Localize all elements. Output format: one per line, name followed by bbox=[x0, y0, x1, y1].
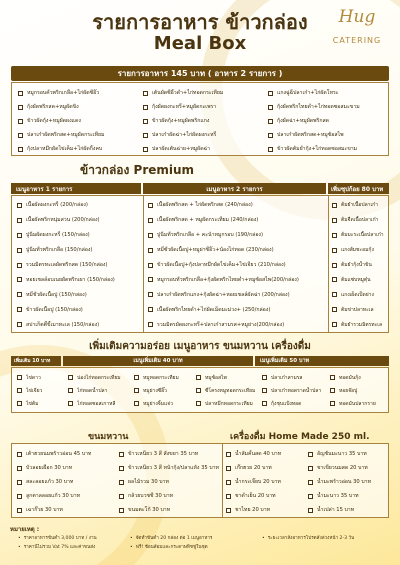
checkbox[interactable] bbox=[148, 203, 153, 208]
menu-item-label: ต้มยำกุ้งน้ำข้น bbox=[341, 262, 372, 268]
checkbox[interactable] bbox=[17, 218, 22, 223]
checkbox[interactable] bbox=[308, 494, 313, 499]
checkbox[interactable] bbox=[332, 277, 337, 282]
checkbox[interactable] bbox=[17, 292, 22, 297]
checkbox[interactable] bbox=[17, 494, 22, 499]
menu-item bbox=[17, 228, 142, 243]
page-title: รายการอาหาร ข้าวกล่อง bbox=[92, 10, 308, 34]
extras-col-50b bbox=[330, 371, 388, 410]
checkbox[interactable] bbox=[148, 218, 153, 223]
menu-item bbox=[18, 142, 143, 156]
menu-item-label: เต้นผัดซีอิ๊วดำ+ไก่ทอดกระเทียม bbox=[152, 90, 224, 96]
menu-item bbox=[148, 213, 328, 228]
checkbox[interactable] bbox=[17, 248, 22, 253]
set145-col3 bbox=[268, 86, 388, 156]
menu-item bbox=[18, 114, 143, 128]
note-item bbox=[262, 534, 390, 543]
menu-item bbox=[268, 114, 388, 128]
menu-item-label: ไก่ทอดซอสเกาหลี bbox=[77, 400, 116, 407]
menu-item-label: กุ้งชุบแป้งทอด bbox=[271, 400, 302, 407]
checkbox[interactable] bbox=[332, 248, 337, 253]
menu-item bbox=[308, 461, 388, 475]
checkbox[interactable] bbox=[134, 375, 139, 380]
menu-item bbox=[148, 228, 328, 243]
menu-item bbox=[68, 397, 132, 410]
drinks-col1 bbox=[226, 447, 306, 517]
checkbox[interactable] bbox=[18, 147, 23, 152]
checkbox[interactable] bbox=[18, 105, 23, 110]
menu-item-label: ไข่ดาว bbox=[26, 374, 41, 381]
checkbox[interactable] bbox=[332, 218, 337, 223]
menu-item-label: รวมมิตรผัดผงกะหรี่+ปลาเก๋าสามรส+หมูย่าง(200/กล่อง) bbox=[157, 321, 285, 328]
menu-item-label: ซี่โครงหมูทอดกระเทียม bbox=[205, 387, 256, 394]
menu-item-label: ปลาเก๋าผัดฉ่า+ไก่ผัดผงกะหรี่ bbox=[152, 132, 217, 138]
menu-item-label: ปลาเก๋าทอดราดน้ำปลา bbox=[271, 387, 322, 394]
checkbox[interactable] bbox=[17, 375, 22, 380]
menu-item bbox=[17, 371, 65, 384]
menu-item bbox=[148, 243, 328, 258]
menu-item-label: เนื้อผัดพริกสด + หมูผัดกระเทียม (240/กล่อง) bbox=[157, 217, 259, 224]
bullet-icon: • bbox=[130, 536, 133, 541]
checkbox[interactable] bbox=[148, 263, 153, 268]
notes-section bbox=[10, 524, 390, 550]
page-subtitle: Meal Box bbox=[153, 33, 247, 54]
menu-item bbox=[17, 213, 142, 228]
menu-item-label: น้ำเปล่า 15 บาท bbox=[317, 507, 355, 513]
checkbox[interactable] bbox=[262, 401, 267, 406]
checkbox[interactable] bbox=[143, 105, 148, 110]
menu-item bbox=[148, 198, 328, 213]
checkbox[interactable] bbox=[196, 401, 201, 406]
notes-label: หมายเหตุ : bbox=[10, 526, 40, 533]
set145-header: รายการอาหาร 145 บาท ( อาหาร 2 รายการ ) bbox=[11, 66, 389, 81]
menu-item bbox=[119, 503, 222, 517]
menu-item-label: ต้มจืดเนื้อปลาเก๋า bbox=[341, 217, 379, 224]
menu-item bbox=[226, 475, 306, 489]
checkbox[interactable] bbox=[308, 480, 313, 485]
menu-item bbox=[268, 86, 388, 100]
checkbox[interactable] bbox=[17, 233, 22, 238]
menu-item bbox=[68, 384, 132, 397]
menu-item bbox=[332, 302, 389, 317]
premium-col2 bbox=[148, 198, 328, 332]
menu-item bbox=[196, 384, 258, 397]
menu-item-label: ขนมตะโก้ 30 บาท bbox=[128, 507, 171, 513]
checkbox[interactable] bbox=[17, 466, 22, 471]
bullet-icon: • bbox=[18, 545, 21, 550]
menu-item-label: ปลาเก๋าผัดพริกสด+หมูซ้อสไพ bbox=[277, 132, 344, 138]
extras-col-40b bbox=[134, 371, 194, 410]
menu-item bbox=[308, 447, 388, 461]
menu-item bbox=[134, 371, 194, 384]
menu-item-label: ปลาเก๋าผัดพริกแกง+กุ้งผัดฉ่า+หอยเชลล์ผัดฉ่า (200/กล่อง) bbox=[157, 291, 290, 298]
checkbox[interactable] bbox=[119, 466, 124, 471]
menu-item-label: น้ำกระเจี๊ยบ 20 บาท bbox=[235, 479, 281, 485]
menu-item bbox=[119, 475, 222, 489]
premium-col3 bbox=[332, 198, 389, 332]
menu-item bbox=[226, 447, 306, 461]
menu-item-label: สละลอยแก้ว 30 บาท bbox=[26, 479, 74, 485]
menu-item bbox=[308, 475, 388, 489]
menu-item-label: แกงเผ็ดเป็ดย่าง bbox=[341, 291, 374, 298]
checkbox[interactable] bbox=[17, 401, 22, 406]
checkbox[interactable] bbox=[68, 401, 73, 406]
premium-title: ข้าวกล่อง Premium bbox=[80, 163, 195, 177]
menu-item-label: ไข่เจียว bbox=[26, 387, 43, 394]
menu-item-label: ต้มยำเนื้อปลาเก๋า bbox=[341, 202, 378, 209]
menu-item bbox=[18, 100, 143, 114]
checkbox[interactable] bbox=[134, 388, 139, 393]
checkbox[interactable] bbox=[332, 292, 337, 297]
menu-item-label: ข้าวผัดเนื้อปู+กุ้งปลาหมึกผัดไข่เค็ม+ไข่เจียว (210/กล่อง) bbox=[157, 262, 286, 268]
dessert-drinks-box bbox=[11, 443, 389, 518]
checkbox[interactable] bbox=[143, 133, 148, 138]
menu-item-label: กุ้งผัดผงกะหรี่+หมูผัดกะเพรา bbox=[152, 104, 217, 110]
menu-item-label: ลูกตาลลอยแก้ว 30 บาท bbox=[26, 493, 81, 499]
drinks-col2 bbox=[308, 447, 388, 517]
premium-col1 bbox=[17, 198, 142, 332]
checkbox[interactable] bbox=[143, 119, 148, 124]
menu-item bbox=[330, 384, 388, 397]
checkbox[interactable] bbox=[17, 388, 22, 393]
menu-item bbox=[17, 258, 142, 273]
drinks-title: เครื่องดื่ม Home Made 250 ml. bbox=[230, 432, 370, 442]
checkbox[interactable] bbox=[119, 480, 124, 485]
checkbox[interactable] bbox=[332, 203, 337, 208]
premium-header-3: เพิ่มซุปก้อย 80 บาท bbox=[328, 183, 389, 194]
checkbox[interactable] bbox=[308, 466, 313, 471]
menu-item-label: เนื้อผัดผงกะหรี่ (200/กล่อง) bbox=[26, 202, 88, 209]
checkbox[interactable] bbox=[332, 263, 337, 268]
menu-item bbox=[148, 317, 328, 332]
checkbox[interactable] bbox=[262, 375, 267, 380]
extras-header-10: เพิ่มเติม 10 บาท bbox=[11, 356, 61, 366]
menu-item bbox=[17, 198, 142, 213]
menu-item-label: ทอดมันปลากราย bbox=[339, 400, 376, 407]
menu-item bbox=[143, 86, 268, 100]
menu-item bbox=[308, 489, 388, 503]
checkbox[interactable] bbox=[268, 91, 273, 96]
divider bbox=[222, 444, 223, 518]
checkbox[interactable] bbox=[148, 277, 153, 282]
menu-item-label: ชาไทย 20 บาท bbox=[235, 507, 271, 513]
menu-item bbox=[134, 397, 194, 410]
menu-item-label: ข้าวผัดต้มยำกุ้ง+ไก่ทอดซอสมะขาม bbox=[277, 146, 358, 152]
extras-header-50: เมนูเพิ่มเติม 50 บาท bbox=[255, 356, 389, 366]
menu-item-label: ต้มมะระเนื้อปลาเก๋า bbox=[341, 232, 384, 239]
checkbox[interactable] bbox=[17, 203, 22, 208]
menu-item bbox=[332, 317, 389, 332]
menu-item bbox=[148, 272, 328, 287]
menu-item bbox=[143, 128, 268, 142]
menu-item-label: ฟรี! ช้อนส้อมและกระดาษทิชชู่ในชุด bbox=[135, 545, 208, 550]
menu-item-label: หมูกรอบคั่วพริกเกลือ+ไก่ผัดซีอิ๊ว bbox=[27, 90, 100, 96]
menu-item bbox=[119, 489, 222, 503]
checkbox[interactable] bbox=[330, 401, 335, 406]
menu-item bbox=[148, 287, 328, 302]
menu-item bbox=[17, 272, 142, 287]
checkbox[interactable] bbox=[17, 452, 22, 457]
checkbox[interactable] bbox=[226, 452, 231, 457]
menu-item bbox=[196, 371, 258, 384]
checkbox[interactable] bbox=[268, 105, 273, 110]
note-item bbox=[130, 534, 260, 543]
premium-header-1: เมนูอาหาร 1 รายการ bbox=[11, 183, 141, 194]
menu-item bbox=[330, 397, 388, 410]
notes-col2 bbox=[130, 534, 260, 552]
menu-item-label: กุ้งผัดพริกสด+หมูผัดขิง bbox=[27, 104, 79, 110]
checkbox[interactable] bbox=[268, 147, 273, 152]
divider bbox=[328, 196, 329, 333]
checkbox[interactable] bbox=[17, 277, 22, 282]
menu-item-label: น้ำมะนาว 35 บาท bbox=[317, 493, 359, 499]
checkbox[interactable] bbox=[262, 388, 267, 393]
checkbox[interactable] bbox=[330, 388, 335, 393]
menu-item bbox=[17, 461, 117, 475]
menu-item-label: จัดทำขั้นต่ำ 20 กล่อง ต่อ 1 เมนูอาหาร bbox=[135, 536, 213, 541]
checkbox[interactable] bbox=[226, 508, 231, 513]
menu-item-label: ข้าวเหนียว 3 สี สังขยา 35 บาท bbox=[128, 451, 199, 457]
menu-item bbox=[143, 142, 268, 156]
menu-item bbox=[148, 258, 328, 273]
checkbox[interactable] bbox=[18, 133, 23, 138]
checkbox[interactable] bbox=[332, 307, 337, 312]
menu-item bbox=[17, 447, 117, 461]
menu-item-label: ไก่ทอดน้ำปลา bbox=[77, 387, 108, 394]
menu-item bbox=[268, 142, 388, 156]
menu-item bbox=[332, 213, 389, 228]
premium-header-2: เมนูอาหาร 2 รายการ bbox=[143, 183, 326, 194]
notes-col1 bbox=[18, 534, 128, 552]
menu-item bbox=[17, 287, 142, 302]
menu-item-label: หมูกรอบทั่วพริกเกลือ+กุ้งผัดพริกไทยดำ+หมูซ้อสไพ(200/กล่อง) bbox=[157, 276, 299, 283]
menu-item bbox=[226, 489, 306, 503]
menu-item-label: หมูทอดกระเทียม bbox=[143, 374, 179, 381]
notes-col3 bbox=[262, 534, 390, 543]
menu-item-label: เฉาก๊วย 30 บาท bbox=[26, 507, 63, 513]
menu-item-label: เนื้อผัดพริกสด + ไก่ผัดพริกสด (240/กล่อง) bbox=[157, 202, 253, 209]
menu-item-label: แกงส้มชะอมกุ้ง bbox=[341, 247, 374, 254]
menu-item-label: แกงฉู่ฉี่ปลาเก๋า+ไก่ผัดโหระ bbox=[277, 90, 339, 96]
checkbox[interactable] bbox=[119, 508, 124, 513]
menu-item bbox=[119, 447, 222, 461]
checkbox[interactable] bbox=[143, 147, 148, 152]
extras-col-50a bbox=[262, 371, 328, 410]
checkbox[interactable] bbox=[330, 375, 335, 380]
checkbox[interactable] bbox=[196, 388, 201, 393]
checkbox[interactable] bbox=[268, 133, 273, 138]
menu-item-label: กุ้งผัดพริกไทยดำ+ไก่ทอดซอสมะขาม bbox=[277, 104, 360, 110]
menu-item bbox=[134, 384, 194, 397]
menu-item-label: ต้มข่าปลาทะเล bbox=[341, 306, 374, 313]
checkbox[interactable] bbox=[148, 233, 153, 238]
logo-script: Hug bbox=[338, 7, 376, 27]
checkbox[interactable] bbox=[268, 119, 273, 124]
menu-item-label: น้ำมะพร้าวอ่อน 30 บาท bbox=[317, 479, 371, 485]
menu-item bbox=[17, 243, 142, 258]
menu-item-label: ต้มยำรวมมิตรทะเล bbox=[341, 321, 383, 328]
menu-item-label: เต้าฮวยนมพร้าวอ่อน 45 บาท bbox=[26, 451, 92, 457]
set145-box bbox=[11, 82, 389, 156]
menu-item bbox=[226, 461, 306, 475]
menu-item-label: ข้าวเหนียว 3 สี หน้ากุ้ง/ปลาแห้ง 35 บาท bbox=[128, 465, 219, 471]
checkbox[interactable] bbox=[148, 307, 153, 312]
menu-item-label: ข้าวผัดกุ้ง+หมูผัดพริกแกง bbox=[152, 118, 210, 124]
menu-item bbox=[17, 503, 117, 517]
bullet-icon: • bbox=[130, 545, 133, 550]
dessert-col2 bbox=[119, 447, 222, 517]
extras-col-10 bbox=[17, 371, 65, 410]
menu-item bbox=[330, 371, 388, 384]
menu-item-label: หมี่ซั่วผัดเนื้อปู+หมูผ่าซีอิ๊ว+น้องไก่ทอด (230/กล่อง) bbox=[157, 247, 274, 254]
menu-item bbox=[17, 475, 117, 489]
checkbox[interactable] bbox=[226, 480, 231, 485]
menu-item-label: ปลาผัดเต้นฉ่าย+หมูผัดฉ่า bbox=[152, 146, 211, 152]
menu-item bbox=[332, 198, 389, 213]
menu-item-label: กล้วยบวชชี 30 บาท bbox=[128, 493, 174, 499]
menu-item bbox=[143, 100, 268, 114]
menu-item-label: กุ้งปลาหมึกผัดไข่เค็ม+ไก่ผัดกิ๊งคบ bbox=[27, 146, 103, 152]
menu-item bbox=[18, 128, 143, 142]
menu-item bbox=[17, 302, 142, 317]
menu-item-label: หอยจ๊อปู bbox=[339, 387, 358, 394]
checkbox[interactable] bbox=[17, 263, 22, 268]
menu-item-label: น้ำส้มคั้นสด 40 บาท bbox=[235, 451, 282, 457]
checkbox[interactable] bbox=[119, 494, 124, 499]
note-item bbox=[130, 543, 260, 552]
set145-col2 bbox=[143, 86, 268, 156]
menu-item-label: ทอดมันกุ้ง bbox=[339, 374, 361, 381]
note-item bbox=[18, 534, 128, 543]
divider bbox=[143, 196, 144, 333]
menu-item-label: รวมมิตรทะเลผัดพริกสด (150/กล่อง) bbox=[26, 262, 108, 268]
menu-item-label: สปาเก็ตตี้ขี้เมาทะเล (150/กล่อง) bbox=[26, 321, 100, 328]
checkbox[interactable] bbox=[226, 466, 231, 471]
menu-item-label: ราคานี้ไม่รวม Vat 7% และค่าขนส่ง bbox=[23, 545, 96, 550]
menu-item-label: ข้าวผัดกุ้ง+หมูผัดผงแดง bbox=[27, 118, 81, 124]
checkbox[interactable] bbox=[148, 292, 153, 297]
checkbox[interactable] bbox=[143, 91, 148, 96]
menu-item-label: น่องไก่ทอดกระเทียม bbox=[77, 374, 121, 381]
menu-item-label: เนื้อผัดพริกไทยดำ+ไก่ผัดเม็ดมะม่วง+ (250/กล่อง) bbox=[157, 306, 271, 313]
menu-item bbox=[332, 243, 389, 258]
menu-item-label: ต้มแซ่บหมูตุ๋น bbox=[341, 276, 371, 283]
menu-item bbox=[308, 503, 388, 517]
menu-item-label: หมี่ชั่วผัดเนื้อปู (150/กล่อง) bbox=[26, 291, 87, 298]
checkbox[interactable] bbox=[134, 401, 139, 406]
menu-item bbox=[262, 384, 328, 397]
menu-item bbox=[17, 397, 65, 410]
menu-item-label: หอยเชลล์อบเนยผัดพริกเผา (150/กล่อง) bbox=[26, 276, 115, 283]
bullet-icon: • bbox=[262, 536, 265, 541]
menu-item bbox=[119, 461, 222, 475]
checkbox[interactable] bbox=[332, 233, 337, 238]
menu-item bbox=[262, 397, 328, 410]
menu-item-label: ผลไม้รวม 30 บาท bbox=[128, 479, 169, 485]
dessert-title: ขนมหวาน bbox=[88, 432, 129, 442]
menu-item-label: ปูนิ่มผัดผงกะหรี่ (150/กล่อง) bbox=[26, 232, 90, 239]
checkbox[interactable] bbox=[119, 452, 124, 457]
extras-box bbox=[11, 367, 389, 413]
checkbox[interactable] bbox=[17, 307, 22, 312]
menu-item-label: หมูซ้อสไพ bbox=[205, 374, 227, 381]
menu-item bbox=[17, 384, 65, 397]
menu-item-label: เก๊กฮวย 20 บาท bbox=[235, 465, 272, 471]
menu-item-label: กุ้งผัดฉ่า+หมูผัดพริกสด bbox=[277, 118, 330, 124]
menu-item-label: ชาดำเย็น 20 บาท bbox=[235, 493, 276, 499]
menu-item bbox=[332, 272, 389, 287]
menu-item-label: บัวลอยเผือก 30 บาท bbox=[26, 465, 73, 471]
menu-item bbox=[332, 258, 389, 273]
checkbox[interactable] bbox=[17, 480, 22, 485]
menu-item-label: ข้าวผัดเนื้อปู (150/กล่อง) bbox=[26, 306, 83, 313]
checkbox[interactable] bbox=[308, 508, 313, 513]
checkbox[interactable] bbox=[308, 452, 313, 457]
menu-item-label: ระยะเวลาสั่งอาหารโปรดสั่งล่วงหน้า 2-3 วัน bbox=[267, 536, 355, 541]
menu-item-label: ปลาหมึกทอดกระเทียม bbox=[205, 400, 253, 407]
checkbox[interactable] bbox=[226, 494, 231, 499]
menu-item-label: อัญชันมะนาว 35 บาท bbox=[317, 451, 367, 457]
extras-col-40c bbox=[196, 371, 258, 410]
menu-item-label: ปูนิ่มทั่วพริกเกลือ (150/กล่อง) bbox=[26, 247, 93, 254]
checkbox[interactable] bbox=[18, 91, 23, 96]
checkbox[interactable] bbox=[68, 375, 73, 380]
checkbox[interactable] bbox=[148, 322, 153, 327]
note-item bbox=[18, 543, 128, 552]
menu-item bbox=[18, 86, 143, 100]
checkbox[interactable] bbox=[68, 388, 73, 393]
menu-item-label: หมูย่างจิ้มแจ่ว bbox=[143, 400, 173, 407]
checkbox[interactable] bbox=[196, 375, 201, 380]
menu-item bbox=[148, 302, 328, 317]
checkbox[interactable] bbox=[18, 119, 23, 124]
menu-item-label: ปลาเก๋าผัดพริกสด+หมูผัดกระเทียม bbox=[27, 132, 105, 138]
premium-box bbox=[11, 195, 389, 333]
menu-item-label: ไข่ต้ม bbox=[26, 400, 39, 407]
menu-item bbox=[268, 100, 388, 114]
extras-title: เพิ่มเติมความอร่อย เมนูอาหาร ขนมหวาน เครื่องดื่ม bbox=[89, 341, 311, 352]
checkbox[interactable] bbox=[148, 248, 153, 253]
menu-item bbox=[68, 371, 132, 384]
checkbox[interactable] bbox=[17, 322, 22, 327]
logo-text: CATERING bbox=[332, 36, 382, 45]
dessert-col1 bbox=[17, 447, 117, 517]
extras-col-40a bbox=[68, 371, 132, 410]
checkbox[interactable] bbox=[332, 322, 337, 327]
bullet-icon: • bbox=[18, 536, 21, 541]
menu-item-label: หมูย่างซีอิ๊ว bbox=[143, 387, 167, 394]
set145-col1 bbox=[18, 86, 143, 156]
hug-catering-logo bbox=[324, 6, 390, 50]
extras-header-40: เมนูเพิ่มเติม 40 บาท bbox=[63, 356, 253, 366]
checkbox[interactable] bbox=[17, 508, 22, 513]
menu-item bbox=[262, 371, 328, 384]
menu-item-label: ปูนิ่มทั่วพริกเกลือ + คะน้าหมูกรอบ (190/กล่อง) bbox=[157, 232, 263, 239]
menu-item bbox=[332, 228, 389, 243]
menu-item bbox=[226, 503, 306, 517]
menu-item-label: ปลาเก๋าสามรส bbox=[271, 374, 303, 381]
menu-item-label: ราคาอาหารขั้นต่ำ 3,000 บาท / งาน bbox=[23, 536, 97, 541]
menu-item bbox=[268, 128, 388, 142]
menu-item-label: ชาเขียวนมสด 20 บาท bbox=[317, 465, 368, 471]
menu-item-label: เนื้อผัดพริกหนุ่มสวน (200/กล่อง) bbox=[26, 217, 100, 224]
menu-item bbox=[332, 287, 389, 302]
menu-item bbox=[17, 489, 117, 503]
menu-item bbox=[17, 317, 142, 332]
menu-item bbox=[143, 114, 268, 128]
menu-item bbox=[196, 397, 258, 410]
